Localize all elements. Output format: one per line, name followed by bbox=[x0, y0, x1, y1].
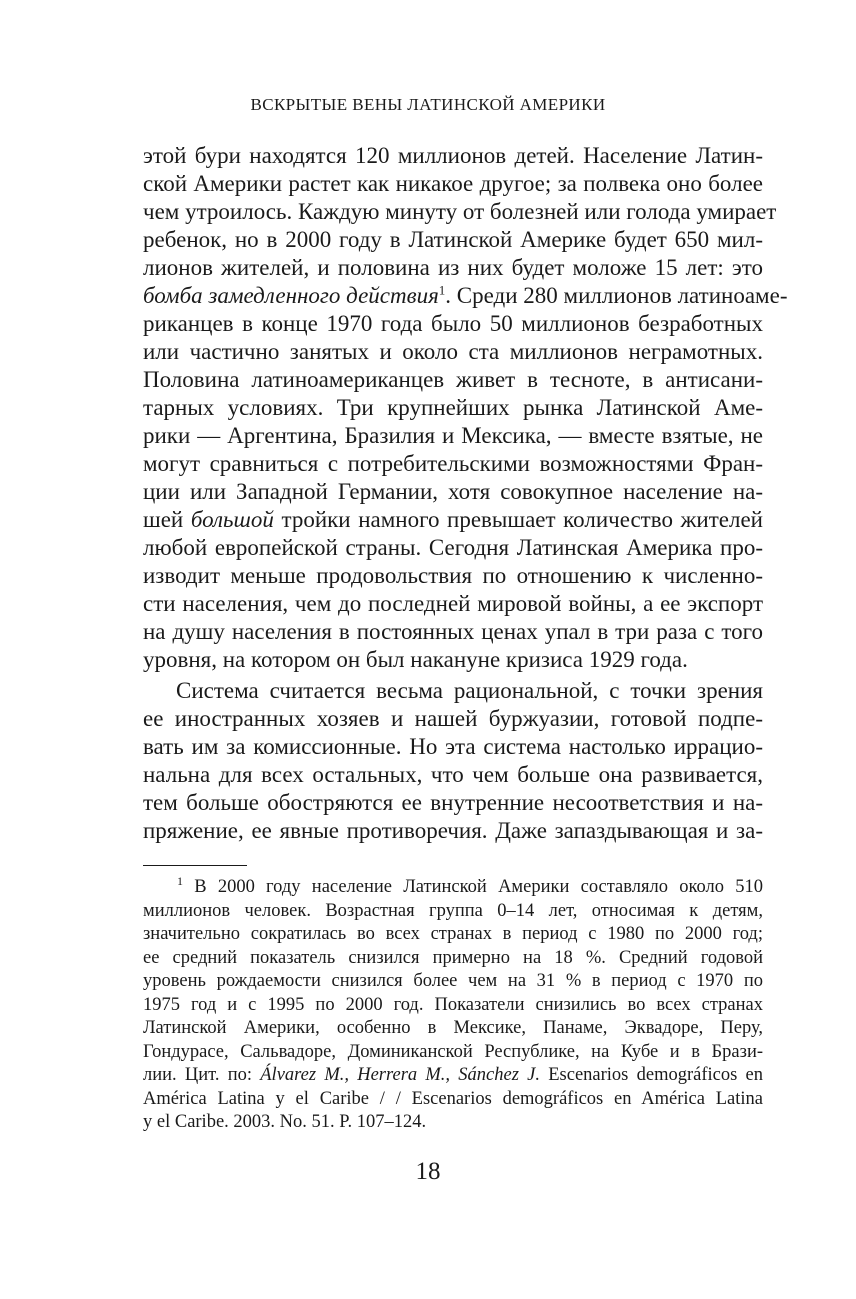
footnote bbox=[143, 873, 763, 1135]
text-span: тройки намного превышает количество жителей bbox=[273, 507, 763, 532]
text-line: Система считается весьма рациональной, с точки зрения bbox=[176, 678, 763, 703]
text-line: этой бури находятся 120 миллионов детей. Население Латин- bbox=[143, 143, 763, 168]
footnote-divider bbox=[143, 865, 247, 866]
text-line: тем больше обостряются ее внутренние несоответствия и на- bbox=[143, 790, 763, 815]
text-line: Половина латиноамериканцев живет в тесноте, в антисани- bbox=[143, 367, 763, 392]
text-line bbox=[143, 282, 788, 310]
footnote-line bbox=[143, 873, 763, 900]
text-line: изводит меньше продовольствия по отношению к численно- bbox=[143, 563, 763, 588]
italic-phrase: бомба замедленного действия bbox=[143, 283, 439, 308]
footnote-line: Латинской Америки, особенно в Мексике, Панаме, Эквадоре, Перу, bbox=[143, 1018, 763, 1038]
text-line: или частично занятых и около ста миллионов неграмотных. bbox=[143, 339, 763, 364]
paragraph-2 bbox=[143, 677, 763, 845]
text-line bbox=[143, 506, 763, 534]
citation-authors: Álvarez M., Herrera M., Sánchez J. bbox=[260, 1065, 540, 1085]
footnote-line: уровень рождаемости снизился более чем на 31 % в период с 1970 по bbox=[143, 971, 763, 991]
footnote-line: América Latina y el Caribe / / Escenarios demográficos en América Latina bbox=[143, 1088, 763, 1109]
text-line: тарных условиях. Три крупнейших рынка Латинской Аме- bbox=[143, 395, 763, 420]
text-line: на душу населения в постоянных ценах упал в три раза с того bbox=[143, 619, 763, 644]
footnote-line: 1975 год и с 1995 по 2000 год. Показатели снизились во всех странах bbox=[143, 994, 763, 1015]
text-line: нальна для всех остальных, что чем больше она развивается, bbox=[143, 762, 763, 787]
text-line: ции или Западной Германии, хотя совокупное население на- bbox=[143, 479, 763, 504]
text-line: риканцев в конце 1970 года было 50 миллионов безработных bbox=[143, 311, 763, 336]
text-line: сти населения, чем до последней мировой войны, а ее экспорт bbox=[143, 591, 763, 616]
footnote-number: 1 bbox=[177, 873, 183, 888]
footnote-line: миллионов человек. Возрастная группа 0–14 лет, относимая к детям, bbox=[143, 900, 763, 921]
footnote-marker: 1 bbox=[438, 282, 446, 298]
text-line: вать им за комиссионные. Но эта система настолько иррацио- bbox=[143, 734, 763, 759]
text-line: могут сравниться с потребительскими возможностями Фран- bbox=[143, 451, 763, 476]
running-header: ВСКРЫТЫЕ ВЕНЫ ЛАТИНСКОЙ АМЕРИКИ bbox=[250, 95, 606, 114]
text-line: пряжение, ее явные противоречия. Даже запаздывающая и за- bbox=[143, 818, 763, 843]
text-span: шей bbox=[143, 507, 191, 532]
main-text bbox=[143, 142, 788, 845]
text-line: рики — Аргентина, Бразилия и Мексика, — вместе взятые, не bbox=[143, 423, 763, 448]
text-line: любой европейской страны. Сегодня Латинская Америка про- bbox=[143, 535, 763, 560]
text-span: лии. Цит. по: bbox=[143, 1065, 261, 1085]
text-span: . Среди 280 миллионов латиноаме- bbox=[445, 283, 788, 308]
text-line: уровня, на котором он был накануне кризиса 1929 года. bbox=[143, 647, 688, 672]
page-number: 18 bbox=[415, 1158, 441, 1185]
paragraph-1 bbox=[143, 142, 788, 674]
text-line: ребенок, но в 2000 году в Латинской Америке будет 650 мил- bbox=[143, 227, 763, 252]
text-line: ее иностранных хозяев и нашей буржуазии, готовой подпе- bbox=[143, 706, 763, 731]
text-span: В 2000 году население Латинской Америки составляло около 510 bbox=[183, 877, 763, 897]
text-line: ской Америки растет как никакое другое; за полвека оно более bbox=[143, 171, 763, 196]
footnote-line: Гондурасе, Сальвадоре, Доминиканской Республике, на Кубе и в Брази- bbox=[143, 1041, 763, 1062]
footnote-line: ее средний показатель снизился примерно на 18 %. Средний годовой bbox=[143, 947, 763, 968]
italic-word: большой bbox=[190, 507, 274, 532]
footnote-line bbox=[143, 1064, 763, 1088]
text-line: чем утроилось. Каждую минуту от болезней или голода умирает bbox=[143, 199, 777, 224]
text-line: лионов жителей, и половина из них будет моложе 15 лет: это bbox=[143, 255, 763, 280]
footnote-line: значительно сократилась во всех странах в период с 1980 по 2000 год; bbox=[143, 924, 763, 944]
text-span: Escenarios demográficos en bbox=[540, 1065, 763, 1085]
footnote-line: y el Caribe. 2003. No. 51. P. 107–124. bbox=[143, 1112, 427, 1132]
